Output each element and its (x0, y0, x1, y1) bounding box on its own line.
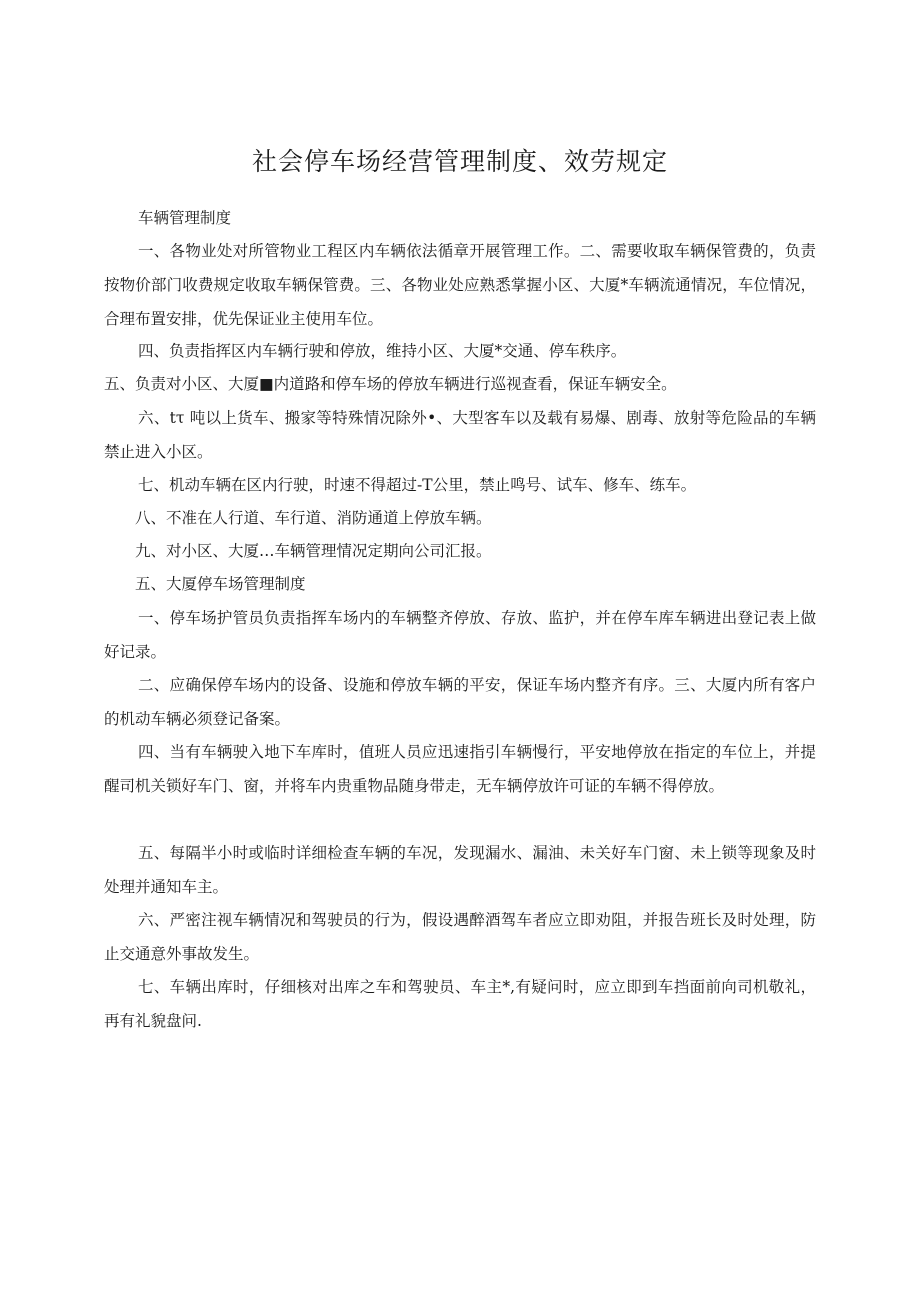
section-heading-garage-management: 五、大厦停车场管理制度 (135, 575, 306, 593)
paragraph-garage-rule-5: 五、每隔半小时或临时详细检查车辆的车况，发现漏水、漏油、未关好车门窗、未上锁等现象及时处理并通知车主。 (104, 844, 816, 896)
paragraph-rule-4: 四、负责指挥区内车辆行驶和停放，维持小区、大厦*交通、停车秩序。 (138, 342, 627, 360)
paragraph-garage-rule-2: 二、应确保停车场内的设备、设施和停放车辆的平安，保证车场内整齐有序。三、大厦内所有客户的机动车辆必须登记备案。 (104, 676, 816, 728)
paragraph-rule-8: 八、不准在人行道、车行道、消防通道上停放车辆。 (135, 509, 492, 527)
paragraph-garage-rule-1: 一、停车场护管员负责指挥车场内的车辆整齐停放、存放、监护，并在停车库车辆进出登记表上做好记录。 (104, 609, 816, 661)
paragraph-rule-7: 七、机动车辆在区内行驶，时速不得超过-T公里，禁止鸣号、试车、修车、练车。 (138, 476, 697, 494)
paragraph-rule-1: 一、各物业处对所管物业工程区内车辆依法循章开展管理工作。二、需要收取车辆保管费的，负责按物价部门收费规定收取车辆保管费。三、各物业处应熟悉掌握小区、大厦*车辆流通情况，车位情况，合理布置安排，优先保证业主使用车位。 (104, 242, 816, 328)
paragraph-garage-rule-4: 四、当有车辆驶入地下车库时，值班人员应迅速指引车辆慢行，平安地停放在指定的车位上，并提醒司机关锁好车门、窗，并将车内贵重物品随身带走，无车辆停放许可证的车辆不得停放。 (104, 743, 816, 795)
paragraph-garage-rule-7: 七、车辆出库时，仔细核对出库之车和驾驶员、车主*,有疑问时，应立即到车挡面前向司机敬礼，再有礼貌盘问. (104, 978, 816, 1030)
paragraph-rule-6: 六、tτ 吨以上货车、搬家等特殊情况除外•、大型客车以及载有易爆、剧毒、放射等危险品的车辆禁止进入小区。 (104, 409, 816, 461)
paragraph-garage-rule-6: 六、严密注视车辆情况和驾驶员的行为，假设遇醉酒驾车者应立即劝阻，并报告班长及时处理，防止交通意外事故发生。 (104, 911, 816, 963)
paragraph-rule-9: 九、对小区、大厦…车辆管理情况定期向公司汇报。 (135, 542, 492, 560)
document-title: 社会停车场经营管理制度、效劳规定 (251, 147, 668, 176)
section-heading-vehicle-management: 车辆管理制度 (138, 209, 232, 227)
paragraph-rule-5: 五、负责对小区、大厦■内道路和停车场的停放车辆进行巡视查看，保证车辆安全。 (104, 375, 677, 393)
